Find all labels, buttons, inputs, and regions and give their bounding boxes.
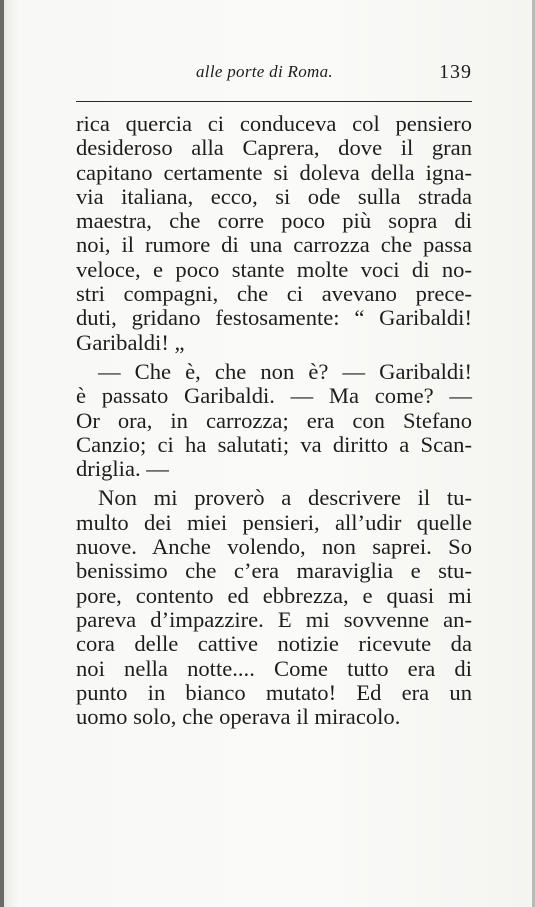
paragraph-1 (76, 112, 472, 355)
text-line: multo dei miei pensieri, all’udir quelle (76, 509, 472, 535)
paragraph-3 (76, 486, 472, 729)
text-line: rica quercia ci conduceva col pensiero (76, 111, 472, 136)
body-text (76, 112, 472, 729)
running-title: alle porte di Roma. (196, 62, 333, 81)
text-line: Garibaldi! „ (76, 329, 185, 355)
text-line: via italiana, ecco, si ode sulla strada (76, 183, 472, 209)
text-line: punto in bianco mutato! Ed era un (76, 679, 472, 705)
text-line: pore, contento ed ebbrezza, e quasi mi (76, 582, 472, 608)
text-line: pareva d’impazzire. E mi sovvenne an- (76, 606, 472, 632)
text-line: stri compagni, che ci avevano prece- (76, 281, 472, 307)
text-line: nuove. Anche volendo, non saprei. So (76, 534, 472, 560)
text-line: noi nella notte.... Come tutto era di (76, 655, 472, 681)
header-rule (76, 101, 472, 102)
text-line: noi, il rumore di una carrozza che passa (76, 232, 472, 258)
text-line: maestra, che corre poco più sopra di (76, 208, 472, 234)
text-line: benissimo che c’era maraviglia e stu- (76, 558, 472, 584)
text-line: duti, gridano festosamente: “ Garibaldi! (76, 305, 472, 331)
running-header (76, 62, 472, 90)
text-line: — Che è, che non è? — Garibaldi! (98, 358, 472, 384)
text-line: veloce, e poco stante molte voci di no- (76, 256, 472, 282)
paragraph-2 (76, 360, 472, 481)
text-line: driglia. — (76, 456, 169, 482)
text-line: Non mi proverò a descrivere il tu- (98, 485, 472, 511)
text-line: cora delle cattive notizie ricevute da (76, 631, 472, 657)
text-line: Or ora, in carrozza; era con Stefano (76, 407, 472, 433)
text-line: uomo solo, che operava il miracolo. (76, 704, 401, 730)
text-line: capitano certamente si doleva della igna- (76, 159, 472, 185)
text-line: desideroso alla Caprera, dove il gran (76, 135, 472, 161)
text-line: Canzio; ci ha salutati; va diritto a Scan- (76, 431, 472, 457)
page-number: 139 (439, 61, 472, 83)
page-binding-edge (0, 0, 4, 907)
text-line: è passato Garibaldi. — Ma come? — (76, 383, 472, 409)
